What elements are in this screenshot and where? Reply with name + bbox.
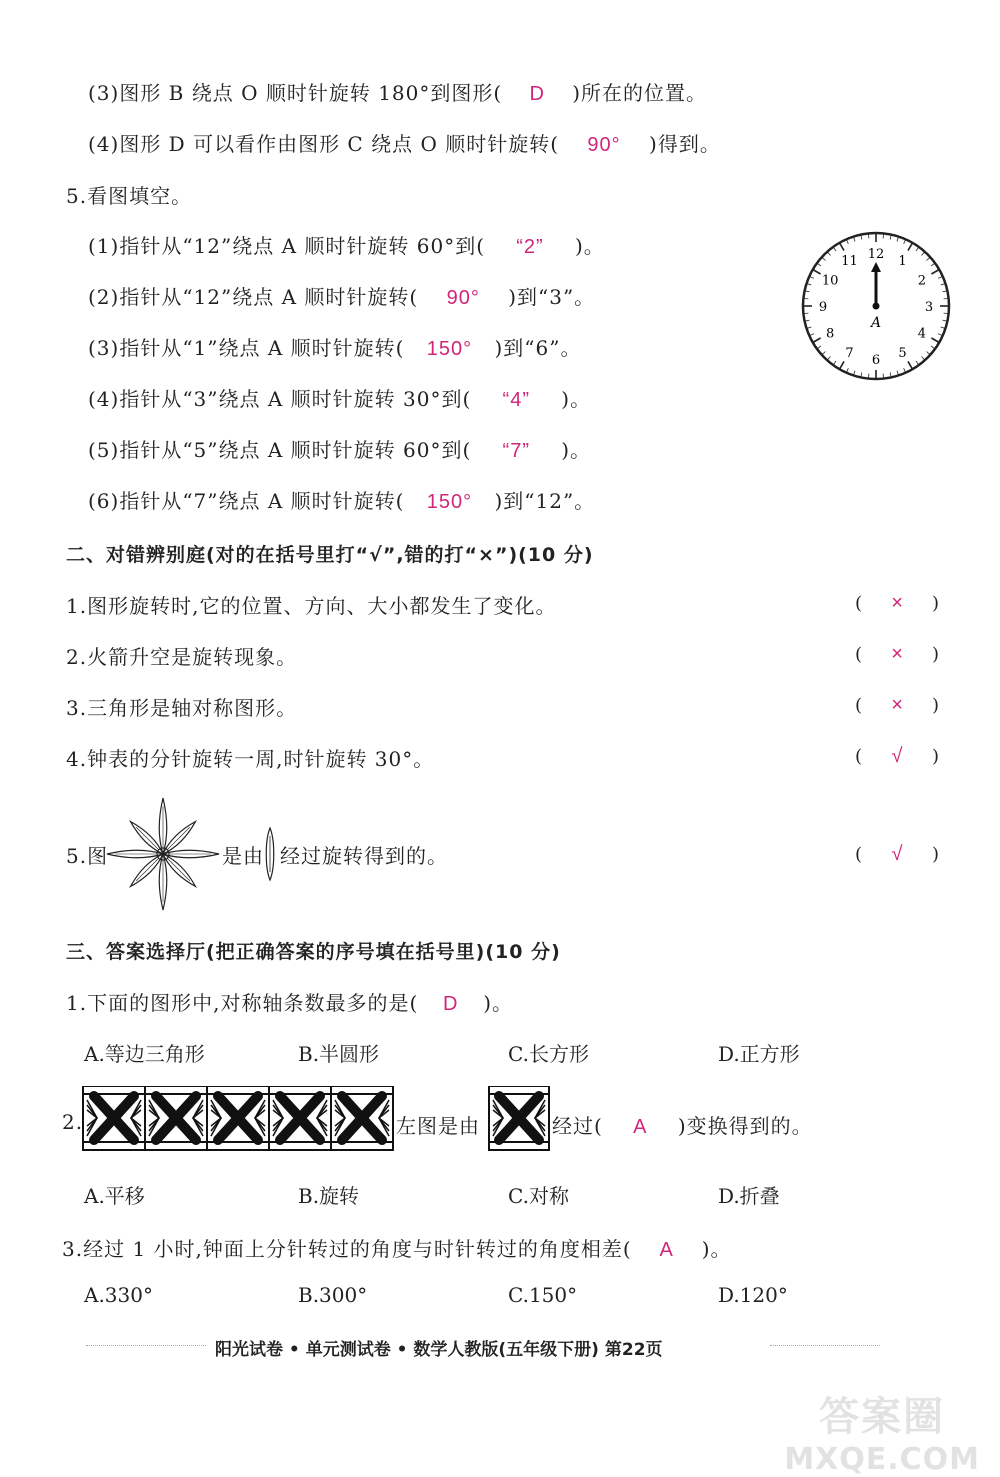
clock-number: 7 [845,345,854,361]
q5-item-1: (1)指针从“12”绕点 A 顺时针旋转 60°到( “2” )。 [88,234,605,258]
answer-blank[interactable]: D [443,993,459,1015]
eight-point-star-figure [104,795,222,913]
answer-mark: × [891,643,903,665]
clock-tick [908,361,913,369]
footer-rule-left [86,1345,206,1346]
clock-tick [944,313,949,314]
q4-item4: (4)图形 D 可以看作由图形 C 绕点 O 顺时针旋转( 90° )得到。 [88,132,721,156]
clock-tick [822,257,826,260]
clock-tick [803,313,808,314]
pattern-strip-figure [82,1086,394,1152]
s3-q2-number: 2. [62,1110,84,1134]
s3-q1: 1.下面的图形中,对称轴条数最多的是( D )。 [66,991,514,1015]
clock-tick [944,298,949,299]
answer-blank[interactable]: “2” [516,236,544,258]
clock-tick [916,361,919,365]
s3-q2-pre: 左图是由 [396,1114,480,1138]
s2-item-1: 1.图形旋转时,它的位置、方向、大小都发生了变化。 [66,594,557,618]
s2-answer-box-1[interactable]: ( × ) [855,592,940,614]
clock-number: 11 [841,254,858,270]
pattern-unit-figure [488,1086,550,1152]
clock-tick [883,374,884,379]
star-petal-vein [167,827,190,850]
petal-shape-figure [262,826,278,882]
s2-item-3: 3.三角形是轴对称图形。 [66,696,298,720]
s3-q1-option-c[interactable]: C.长方形 [508,1042,589,1066]
s2-item-4: 4.钟表的分针旋转一周,时针旋转 30°。 [66,747,435,771]
clock-number: 8 [825,326,835,342]
answer-blank[interactable]: 150° [426,491,473,513]
s3-q3-option-c[interactable]: C.150° [508,1283,578,1307]
watermark-logo-text: 答案圈 [819,1394,946,1440]
clock-tick [908,243,913,251]
clock-center-point [873,303,880,310]
s3-q1-option-b[interactable]: B.半圆形 [298,1042,380,1066]
answer-mark: √ [891,843,903,865]
clock-tick [931,263,935,266]
answer-mark: × [891,694,903,716]
clock-tick [931,270,939,275]
answer-blank[interactable]: “7” [502,440,530,462]
clock-hand-tip [871,262,881,272]
q5-item-5: (5)指针从“5”绕点 A 顺时针旋转 60°到( “7” )。 [88,438,592,462]
q5-item-6: (6)指针从“7”绕点 A 顺时针旋转( 150° )到“12”。 [88,489,596,513]
clock-tick [922,357,925,361]
q5-item-4: (4)指针从“3”绕点 A 顺时针旋转 30°到( “4” )。 [88,387,592,411]
s3-q1-option-a[interactable]: A.等边三角形 [84,1042,205,1066]
s3-q2-option-c[interactable]: C.对称 [508,1184,569,1208]
clock-tick [840,361,845,369]
clock-number: 12 [867,247,885,262]
s2-item-5-post: 经过旋转得到的。 [280,844,448,868]
s2-item-5-mid: 是由 [222,844,264,868]
answer-blank[interactable]: A [659,1239,674,1261]
clock-number: 6 [871,353,881,368]
s3-q3-option-b[interactable]: B.300° [298,1283,368,1307]
clock-number: 5 [898,345,907,361]
clock-number: 1 [898,254,907,270]
clock-tick [916,247,919,251]
star-petal-vein [136,827,159,850]
clock-number: 2 [917,273,927,289]
s3-q2-option-a[interactable]: A.平移 [84,1184,145,1208]
section3-title: 三、答案选择厅(把正确答案的序号填在括号里)(10 分) [66,941,561,963]
answer-blank[interactable]: 90° [587,134,621,156]
clock-tick [833,361,836,365]
clock-tick [803,298,808,299]
answer-blank[interactable]: 150° [426,338,473,360]
s3-q1-option-d[interactable]: D.正方形 [718,1042,800,1066]
s3-q3-option-d[interactable]: D.120° [718,1283,788,1307]
star-petal-vein [136,858,159,881]
q5-item-3: (3)指针从“1”绕点 A 顺时针旋转( 150° )到“6”。 [88,336,582,360]
clock-tick [868,233,869,238]
watermark-url: MXQE.COM [784,1442,980,1477]
s2-answer-box-3[interactable]: ( × ) [855,694,940,716]
s3-q3-option-a[interactable]: A.330° [84,1283,153,1307]
s3-q2-answer-line: 经过( A )变换得到的。 [552,1114,813,1138]
clock-tick [833,247,836,251]
answer-blank[interactable]: D [529,83,545,105]
s3-q3: 3.经过 1 小时,钟面上分针转过的角度与时针转过的角度相差( A )。 [62,1237,732,1261]
s3-q2-option-d[interactable]: D.折叠 [718,1184,780,1208]
clock-number: 9 [818,300,828,315]
s2-item-5-pre: 5.图 [66,844,109,868]
answer-blank[interactable]: “4” [502,389,530,411]
s2-answer-box-5[interactable]: ( √ ) [855,843,940,865]
clock-center-label: A [870,315,882,331]
clock-tick [927,352,931,355]
clock-tick [813,338,821,343]
clock-tick [817,263,821,266]
clock-tick [883,233,884,238]
answer-mark: × [891,592,903,614]
q4-item3: (3)图形 B 绕点 O 顺时针旋转 180°到图形( D )所在的位置。 [88,81,707,105]
footer-rule-right [770,1345,880,1346]
clock-tick [827,357,830,361]
clock-number: 3 [924,300,934,315]
clock-number: 10 [821,273,839,289]
clock-tick [817,346,821,349]
clock-tick [922,252,925,256]
s2-answer-box-4[interactable]: ( √ ) [855,745,940,767]
clock-tick [927,257,931,260]
q5-title: 5.看图填空。 [66,184,193,208]
page-footer: 阳光试卷 • 单元测试卷 • 数学人教版(五年级下册) 第22页 [215,1340,663,1360]
answer-blank[interactable]: A [633,1116,648,1138]
section2-title: 二、对错辨别庭(对的在括号里打“√”,错的打“×”)(10 分) [66,544,594,566]
clock-number: 4 [917,326,927,342]
clock-tick [822,352,826,355]
clock-tick [827,252,830,256]
answer-mark: √ [891,745,903,767]
clock-tick [868,374,869,379]
watermark [784,1385,980,1477]
star-petal-vein [167,858,190,881]
clock-tick [931,338,939,343]
s2-item-2: 2.火箭升空是旋转现象。 [66,645,298,669]
s2-answer-box-2[interactable]: ( × ) [855,643,940,665]
s3-q2-option-b[interactable]: B.旋转 [298,1184,360,1208]
clock-tick [840,243,845,251]
clock-tick [931,346,935,349]
answer-blank[interactable]: 90° [446,287,480,309]
q5-item-2: (2)指针从“12”绕点 A 顺时针旋转( 90° )到“3”。 [88,285,596,309]
clock-figure [796,226,956,386]
clock-tick [813,270,821,275]
